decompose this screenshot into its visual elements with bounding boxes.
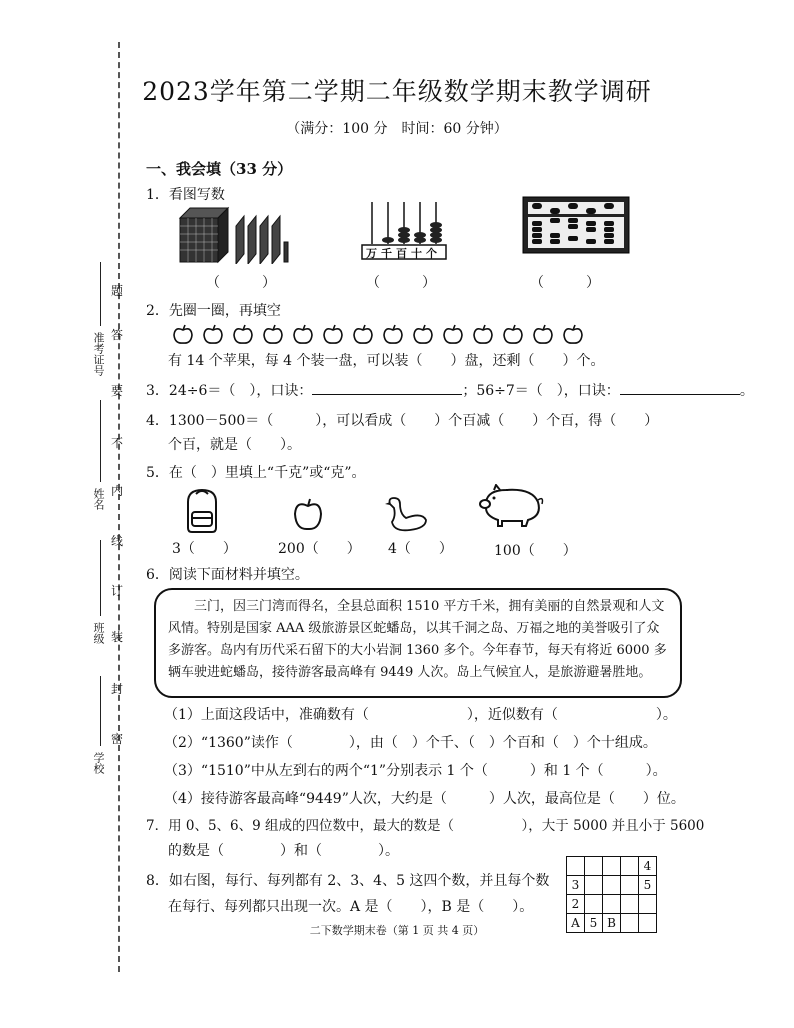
grid-cell [603, 895, 621, 914]
q5-blank-pig[interactable]: 100（ ） [494, 543, 577, 559]
apple-icon [264, 325, 282, 343]
apple-icon [234, 325, 252, 343]
grid-row [567, 876, 657, 895]
q6-sub1[interactable]: （1）上面这段话中，准确数有（ ），近似数有（ ）。 [164, 707, 677, 723]
q3-end: 。 [739, 383, 754, 399]
grid-cell [621, 876, 639, 895]
grid-cell [603, 857, 621, 876]
apple-icon [324, 325, 342, 343]
name-line [100, 400, 101, 482]
apple-icon [474, 325, 492, 343]
school-label: 学校 [92, 752, 105, 774]
margin-char: 要 [111, 384, 124, 398]
apple-icon [292, 498, 324, 532]
grid-cell [585, 895, 603, 914]
margin-char: 题 [111, 284, 124, 298]
margin-char: 装 [111, 630, 124, 644]
apple-icon [294, 325, 312, 343]
apple-icon [204, 325, 222, 343]
apple-icon [444, 325, 462, 343]
grid-cell [567, 857, 585, 876]
page-footer: 二下数学期末卷（第 1 页 共 4 页） [309, 924, 485, 937]
q1-blank-counter[interactable]: （ ） [366, 275, 436, 291]
counter-place-labels [366, 245, 441, 261]
school-line [100, 676, 101, 746]
grid-cell [603, 876, 621, 895]
margin-char: 答 [111, 328, 124, 342]
goose-icon [384, 494, 430, 534]
grid-cell [639, 895, 657, 914]
apple-icon [414, 325, 432, 343]
page-title: 2023学年第二学期二年级数学期末教学调研 [142, 77, 652, 106]
apple-icon [174, 325, 192, 343]
q8-line1: 8．如右图，每行、每列都有 2、3、4、5 这四个数，并且每个数 [146, 873, 550, 889]
apple-row [172, 324, 602, 346]
q3-line[interactable] [146, 380, 754, 400]
q8-line2[interactable]: 在每行、每列都只出现一次。A 是（ ），B 是（ ）。 [168, 899, 534, 915]
grid-cell: 2 [567, 895, 585, 914]
abacus-image [522, 196, 630, 254]
q5-blank-backpack[interactable]: 3（ ） [172, 541, 237, 557]
q2-prompt: 2．先圈一圈，再填空 [146, 303, 281, 319]
grid-cell: 5 [585, 914, 603, 933]
grid-cell [585, 876, 603, 895]
apple-icon [354, 325, 372, 343]
backpack-icon [180, 488, 224, 534]
q5-prompt: 5．在（ ）里填上“千克”或“克”。 [146, 465, 366, 481]
grid-cell [621, 895, 639, 914]
exam-number-line [100, 262, 101, 326]
q4-line1[interactable]: 4．1300－500＝（ ），可以看成（ ）个百减（ ）个百，得（ ） [146, 413, 659, 429]
class-label: 班级 [92, 622, 105, 644]
grid-row [567, 895, 657, 914]
margin-char: 内 [111, 484, 124, 498]
place-label: 个 [426, 247, 441, 260]
apple-icon [534, 325, 552, 343]
q7-line2[interactable]: 的数是（ ）和（ ）。 [168, 843, 399, 859]
q1-blank-abacus[interactable]: （ ） [530, 275, 600, 291]
grid-cell: 3 [567, 876, 585, 895]
grid-cell: A [567, 914, 585, 933]
grid-row [567, 857, 657, 876]
margin-char: 订 [111, 584, 124, 598]
grid-cell [621, 857, 639, 876]
grid-cell: 5 [639, 876, 657, 895]
place-label: 千 [381, 247, 396, 260]
q7-line1[interactable]: 7．用 0、5、6、9 组成的四位数中，最大的数是（ ），大于 5000 并且小于 5600 [146, 818, 705, 834]
q6-sub2[interactable]: （2）“1360”读作（ ），由（ ）个千、（ ）个百和（ ）个十组成。 [164, 735, 657, 751]
name-label: 姓名 [92, 488, 105, 510]
exam-number-label: 准考证号 [92, 332, 105, 376]
place-label: 十 [411, 247, 426, 260]
grid-cell: 4 [639, 857, 657, 876]
section-heading: 一、我会填（33 分） [146, 160, 293, 178]
grid-cell: B [603, 914, 621, 933]
q4-line2[interactable]: 个百，就是（ ）。 [168, 437, 301, 453]
q5-blank-apple[interactable]: 200（ ） [278, 541, 361, 557]
q1-blank-blocks[interactable]: （ ） [206, 275, 276, 291]
q3-part1: 3．24÷6＝（ ），口诀： [146, 383, 313, 399]
q6-sub4[interactable]: （4）接待游客最高峰“9449”人次，大约是（ ）人次，最高位是（ ）位。 [164, 791, 685, 807]
apple-icon [564, 325, 582, 343]
grid-cell [585, 857, 603, 876]
q3-part2: ；56÷7＝（ ），口诀： [462, 383, 620, 399]
q5-blank-goose[interactable]: 4（ ） [388, 541, 453, 557]
binding-dashed-line [118, 42, 120, 972]
reading-passage: 三门，因三门湾而得名，全县总面积 1510 平方千米，拥有美丽的自然景观和人文风情。特别是国家 AAA 级旅游景区蛇蟠岛，以其千洞之岛、万福之地的美誉吸引了众多游客。岛内有历代采石留下的大小岩洞 1360 多个。今年春节，每天有将近 6000 多辆车驶进蛇蟠岛，接待游客最高峰有 9449 人次。岛上气候宜人，是旅游避暑胜地。 [168, 599, 667, 680]
margin-char: 不 [111, 436, 124, 450]
q3-rhyme-blank-2[interactable] [620, 380, 740, 395]
margin-char: 密 [111, 732, 124, 746]
pig-icon [478, 484, 546, 528]
apple-icon [384, 325, 402, 343]
place-label: 百 [396, 247, 411, 260]
place-label: 万 [366, 247, 381, 260]
q2-question[interactable]: 有 14 个苹果，每 4 个装一盘，可以装（ ）盘，还剩（ ）个。 [168, 353, 605, 369]
class-line [100, 540, 101, 616]
base-ten-blocks-image [178, 206, 298, 264]
apple-icon [504, 325, 522, 343]
margin-char: 线 [111, 534, 124, 548]
q6-prompt: 6．阅读下面材料并填空。 [146, 567, 309, 583]
q6-sub3[interactable]: （3）“1510”中从左到右的两个“1”分别表示 1 个（ ）和 1 个（ ）。 [164, 763, 667, 779]
margin-char: 封 [111, 682, 124, 696]
q3-rhyme-blank-1[interactable] [312, 380, 462, 395]
score-time-info: （满分：100 分 时间：60 分钟） [286, 121, 508, 137]
q1-prompt: 1．看图写数 [146, 187, 225, 203]
